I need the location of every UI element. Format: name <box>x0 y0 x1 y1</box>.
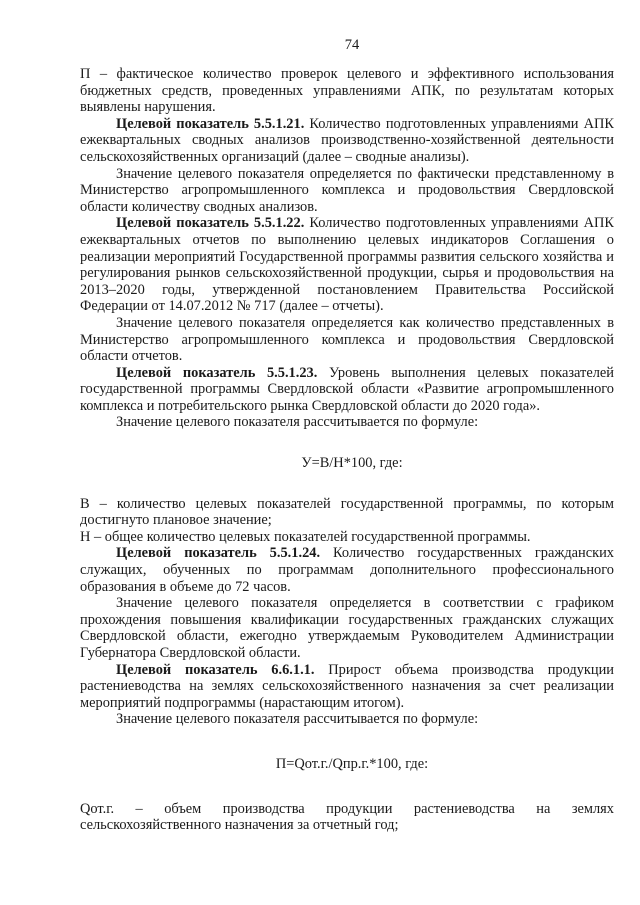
paragraph-text: Значение целевого показателя определяется в соответствии с графиком прохождения повышения квалификации государственных гражданских служащих Свердловской области, ежегодно утверждаемым Руководителем Администрации Губернатора Свердловской области. <box>80 595 614 661</box>
paragraph-text: Количество подготовленных управлениями АПК ежеквартальных сводных анализов производственно-хозяйственной деятельности сельскохозяйственных организаций (далее – сводные анализы). <box>80 115 615 165</box>
paragraph-indicator-5-5-1-22 <box>80 215 614 315</box>
page-number: 74 <box>344 37 360 53</box>
paragraph-text: Qот.г. – объем производства продукции растениеводства на землях сельскохозяйственного назначения за отчетный год; <box>80 800 614 834</box>
indicator-heading: Целевой показатель 5.5.1.22. <box>116 215 305 232</box>
paragraph-text: Уровень выполнения целевых показателей государственной программы Свердловской области «Развитие агропромышленного комплекса и потребительского рынка Свердловской области до 2020 года». <box>80 364 614 414</box>
paragraph-text: Значение целевого показателя определяется как количество представленных в Министерство агропромышленного комплекса и продовольствия Свердловской области отчетов. <box>80 314 614 365</box>
paragraph-value-definition <box>80 315 614 365</box>
paragraph-n-definition <box>80 529 614 546</box>
paragraph-indicator-5-5-1-23 <box>80 365 614 415</box>
paragraph-text: Значение целевого показателя рассчитывается по формуле: <box>116 711 479 728</box>
paragraph-p-definition <box>80 66 614 116</box>
paragraph-text: Значение целевого показателя рассчитывается по формуле: <box>116 414 479 431</box>
paragraph-indicator-6-6-1-1 <box>80 662 614 712</box>
paragraph-b-definition <box>80 496 614 529</box>
paragraph-text: В – количество целевых показателей государственной программы, по которым достигнуто плановое значение; <box>80 495 614 529</box>
paragraph-value-definition <box>80 595 614 661</box>
indicator-heading: Целевой показатель 5.5.1.23. <box>116 364 318 381</box>
paragraph-text: Количество подготовленных управлениями АПК ежеквартальных отчетов по выполнению целевых индикаторов Соглашения о реализации мероприятий Государственной программы развития сельского хозяйства и регулирования рынков сельскохозяйственной продукции, сырья и продовольствия на 2013–2020 годы, утвержденной постановлением Правительства Российской Федерации от 14.07.2012 № 717 (далее – отчеты). <box>80 215 615 315</box>
paragraph-q-definition <box>80 801 614 834</box>
paragraph-indicator-5-5-1-21 <box>80 116 614 166</box>
formula-u: У=В/Н*100, где: <box>301 455 403 472</box>
formula-p: П=Qот.г./Qпр.г.*100, где: <box>275 755 429 772</box>
paragraph-text: Количество государственных гражданских служащих, обученных по программам дополнительного профессионального образования в объеме до 72 часов. <box>80 545 614 595</box>
indicator-heading: Целевой показатель 5.5.1.21. <box>116 115 305 132</box>
paragraph-text: Значение целевого показателя определяется по фактически представленному в Министерство агропромышленного комплекса и продовольствия Свердловской области количеству сводных анализов. <box>80 165 614 215</box>
paragraph-indicator-5-5-1-24 <box>80 545 614 595</box>
paragraph-formula-intro <box>80 711 614 728</box>
paragraph-formula-intro <box>80 414 614 431</box>
document-body <box>80 66 614 834</box>
paragraph-text: Прирост объема производства продукции растениеводства на землях сельскохозяйственного назначения за счет реализации мероприятий подпрограммы (нарастающим итогом). <box>80 661 614 711</box>
paragraph-value-definition <box>80 166 614 216</box>
indicator-heading: Целевой показатель 6.6.1.1. <box>116 661 315 678</box>
paragraph-text: Н – общее количество целевых показателей государственной программы. <box>80 528 531 545</box>
indicator-heading: Целевой показатель 5.5.1.24. <box>116 545 321 562</box>
paragraph-text: П – фактическое количество проверок целевого и эффективного использования бюджетных средств, проведенных управлениями АПК, по результатам которых выявлены нарушения. <box>80 66 614 116</box>
